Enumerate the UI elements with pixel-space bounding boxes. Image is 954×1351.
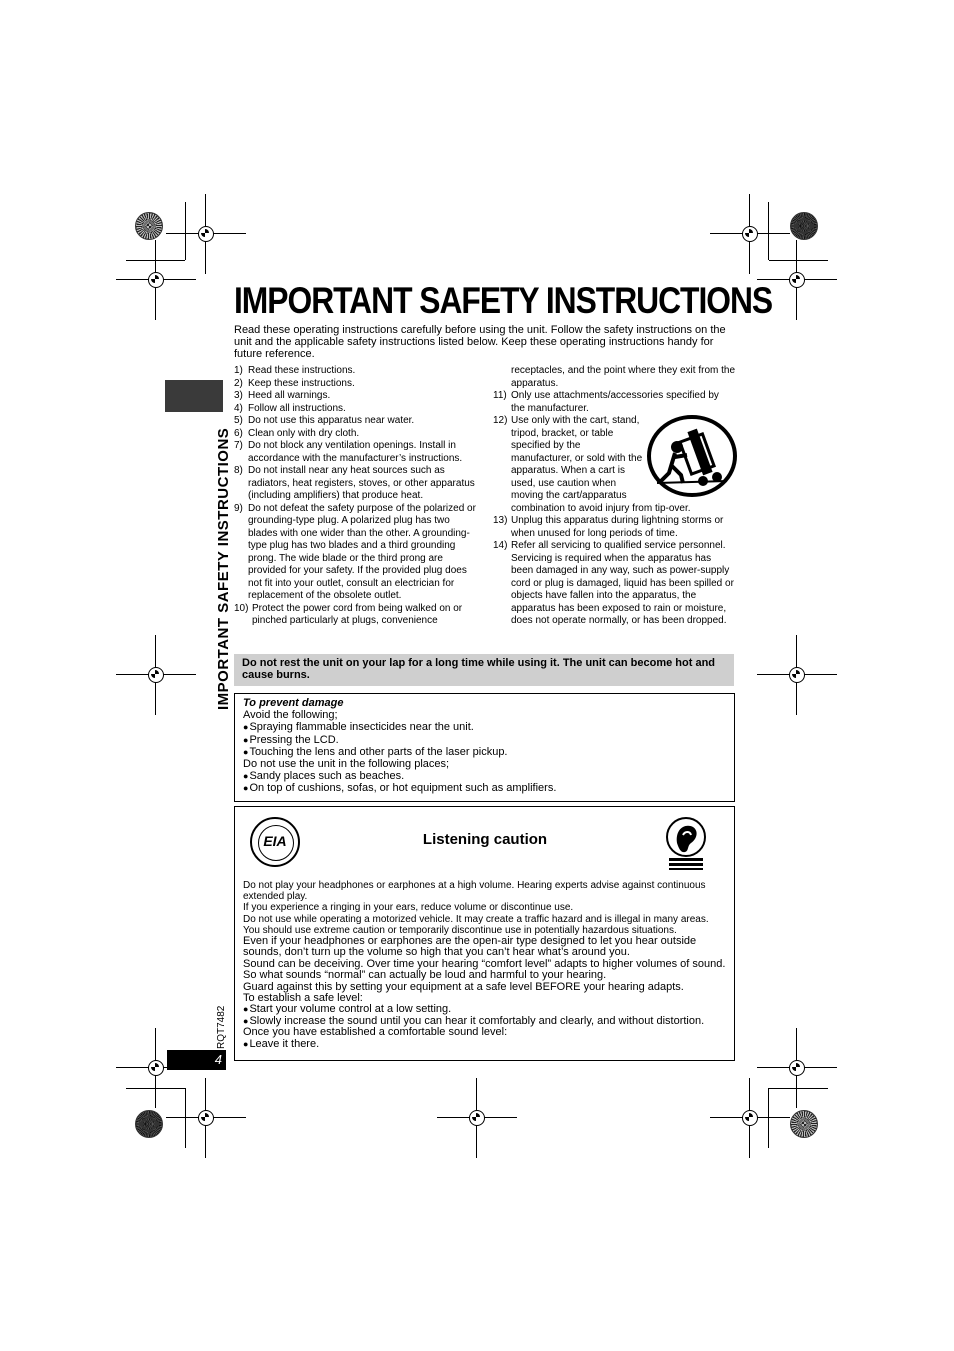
list-item: 4) Follow all instructions. <box>234 402 346 414</box>
page-number: 4 <box>167 1050 226 1070</box>
listening-caution-text <box>243 880 728 1050</box>
instructions-list-right <box>493 365 735 628</box>
text-line: Do not use the unit in the following places; <box>243 758 450 771</box>
trim-mark <box>126 260 185 261</box>
trim-mark <box>769 1088 828 1089</box>
color-registration-rosette <box>135 212 163 240</box>
registration-mark <box>710 1078 790 1158</box>
burn-warning: Do not rest the unit on your lap for a long time while using it. The unit can become hot and cause burns. <box>234 654 734 686</box>
page-title: IMPORTANT SAFETY INSTRUCTIONS <box>234 280 773 321</box>
intro-paragraph: Read these operating instructions carefully before using the unit. Follow the safety instructions on the unit and the applicable safety instructions listed below. Keep these operating instructions handy for future reference. <box>234 324 726 360</box>
list-item: 3) Heed all warnings. <box>234 390 331 401</box>
bullet-item: ● Sandy places such as beaches. <box>243 770 726 782</box>
bullet-item: ● Touching the lens and other parts of the laser pickup. <box>243 746 726 758</box>
trim-mark <box>769 260 828 261</box>
text-line: Do not play your headphones or earphones at a high volume. Hearing experts advise against continuous extended play. <box>243 880 706 903</box>
document-code: RQT7482 <box>216 1005 227 1049</box>
list-item: 10) Protect the power cord from being walked on or pinched particularly at plugs, convenience <box>234 602 463 626</box>
trim-mark <box>185 1088 186 1148</box>
cart-warning-icon <box>647 415 737 497</box>
list-item: 7) Do not block any ventilation openings. Install in accordance with the manufacturer’s instructions. <box>234 440 463 464</box>
color-registration-rosette <box>135 1110 163 1138</box>
trim-mark <box>185 202 186 260</box>
listening-caution-title: Listening caution <box>422 831 548 848</box>
list-item: 6) Clean only with dry cloth. <box>234 427 360 439</box>
prevent-damage-heading: To prevent damage <box>243 697 344 709</box>
bullet-item: ● Leave it there. <box>243 1039 728 1050</box>
prevent-damage-box <box>234 693 735 802</box>
text-line: Do not use while operating a motorized vehicle. It may create a traffic hazard and is illegal in many areas. <box>243 913 709 925</box>
registration-mark <box>166 1078 246 1158</box>
bullet-item: ● Slowly increase the sound until you can hear it comfortably and clearly, and without distortion. <box>243 1016 728 1027</box>
text-line: Sound can be deceiving. Over time your hearing “comfort level” adapts to higher volumes of sound. So what sounds “normal” can actually be loud and harmful to your hearing. <box>243 957 726 982</box>
list-item-continuation: receptacles, and the point where they exit from the apparatus. <box>511 365 736 389</box>
list-item: 9) Do not defeat the safety purpose of the polarized or grounding-type plug. A polarized plug has two blades with one wider than the other. A grounding-type plug has two blades and a third grounding prong. The wide blade or the third prong are provided for your safety. If the provided plug does not fit into your outlet, consult an electrician for replacement of the obsolete outlet. <box>234 502 476 601</box>
ear-logo <box>665 817 707 873</box>
list-item: 14) Refer all servicing to qualified service personnel. Servicing is required when the apparatus has been damaged in any way, such as power-supply cord or plug is damaged, liquid has been spilled or objects have fallen into the apparatus, the apparatus has been exposed to rain or moisture, does not operate normally, or has been dropped. <box>493 540 734 626</box>
trim-mark <box>126 1088 185 1089</box>
color-registration-rosette <box>790 212 818 240</box>
registration-mark <box>116 240 196 320</box>
text-line: You should use extreme caution or temporarily discontinue use in potentially hazardous situations. <box>243 924 677 936</box>
bullet-item: ● Spraying flammable insecticides near the unit. <box>243 721 726 733</box>
text-line: To establish a safe level: <box>243 992 363 1005</box>
list-item: 5) Do not use this apparatus near water. <box>234 415 415 426</box>
list-item: 12) Use only with the cart, stand, tripod, bracket, or table specified by the manufacturer, or sold with the apparatus. When a cart is used, use caution when moving the cart/apparatus combination to avoid injury from tip-over. <box>493 415 735 515</box>
trim-mark <box>768 1088 769 1148</box>
bullet-item: ● Start your volume control at a low setting. <box>243 1004 728 1015</box>
bullet-item: ● Pressing the LCD. <box>243 734 726 746</box>
list-item: 2) Keep these instructions. <box>234 377 355 389</box>
section-side-label: IMPORTANT SAFETY INSTRUCTIONS <box>215 427 232 710</box>
section-tab <box>165 380 223 412</box>
text-line: Even if your headphones or earphones are the open-air type designed to let you hear outside sounds, don’t turn up the volume so high that you can’t hear what’s around you. <box>243 935 697 959</box>
text-line: Avoid the following; <box>243 709 338 722</box>
registration-mark <box>437 1078 517 1158</box>
text-line: Once you have established a comfortable sound level: <box>243 1026 508 1039</box>
instructions-list-left <box>234 365 478 628</box>
registration-mark <box>116 635 196 715</box>
text-line: Guard against this by setting your equipment at a safe level BEFORE your hearing adapts. <box>243 980 684 993</box>
list-item: 8) Do not install near any heat sources such as radiators, heat registers, stoves, or other apparatus (including amplifiers) that produce heat. <box>234 465 475 501</box>
eia-logo: EIA <box>250 817 300 867</box>
registration-mark <box>757 635 837 715</box>
listening-caution-box <box>234 806 735 1061</box>
bullet-item: ● On top of cushions, sofas, or hot equipment such as amplifiers. <box>243 782 726 794</box>
trim-mark <box>768 202 769 260</box>
color-registration-rosette <box>790 1110 818 1138</box>
list-item: 11) Only use attachments/accessories specified by the manufacturer. <box>493 390 719 414</box>
list-item: 13) Unplug this apparatus during lightning storms or when unused for long periods of time. <box>493 515 724 539</box>
list-item: 1) Read these instructions. <box>234 365 356 376</box>
text-line: If you experience a ringing in your ears, reduce volume or discontinue use. <box>243 902 574 914</box>
